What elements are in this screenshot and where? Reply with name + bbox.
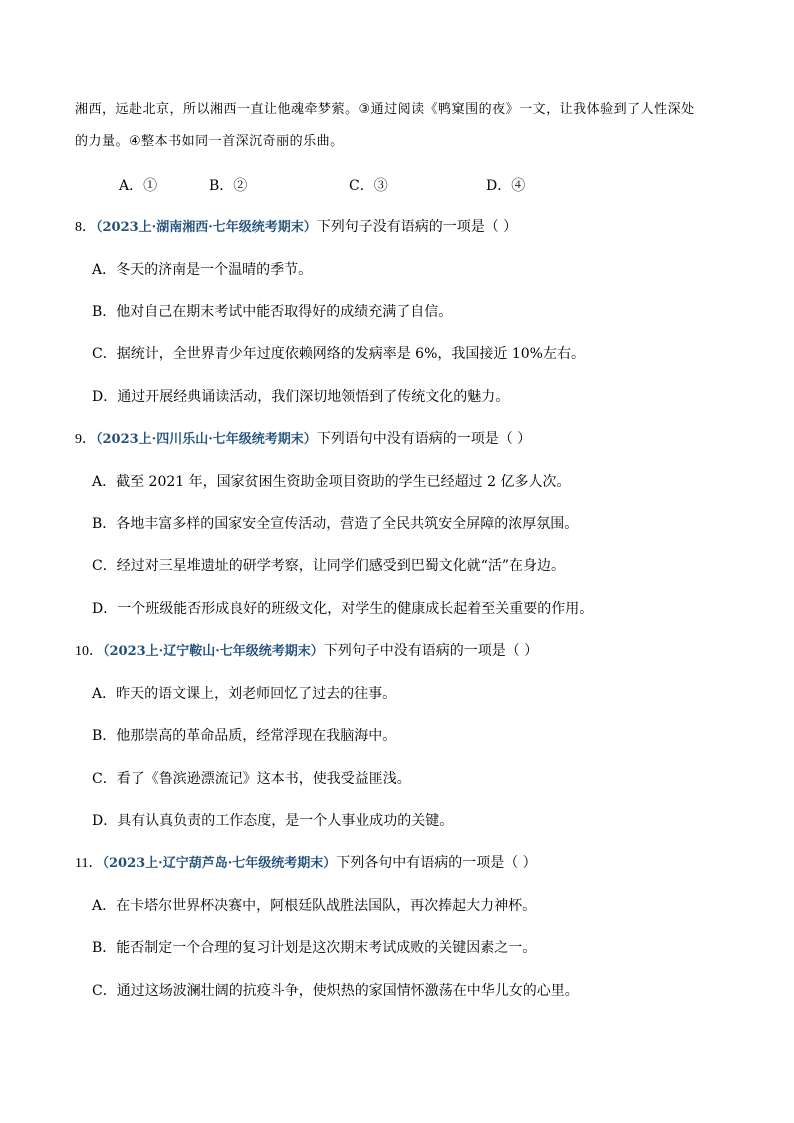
q8-option-b[interactable]: B．他对自己在期末考试中能否取得好的成绩充满了自信。 bbox=[92, 304, 453, 320]
question-number: 11． bbox=[75, 856, 103, 871]
q7-option-c[interactable]: C．③ bbox=[349, 178, 388, 194]
q10-option-d[interactable]: D．具有认真负责的工作态度，是一个人事业成功的关键。 bbox=[92, 813, 454, 829]
q9-option-a[interactable]: A．截至 2021 年，国家贫困生资助金项目资助的学生已经超过 2 亿多人次。 bbox=[92, 474, 571, 490]
q8-option-c[interactable]: C．据统计，全世界青少年过度依赖网络的发病率是 6%，我国接近 10%左右。 bbox=[92, 346, 585, 362]
q11-option-a[interactable]: A．在卡塔尔世界杯决赛中，阿根廷队战胜法国队，再次捧起大力神杯。 bbox=[92, 898, 537, 914]
q7-option-a[interactable]: A．① bbox=[119, 178, 158, 194]
question-9-header bbox=[75, 429, 794, 450]
question-stem: 下列各句中有语病的一项是（ ） bbox=[336, 855, 537, 871]
question-11-header bbox=[75, 853, 794, 874]
q8-option-d[interactable]: D．通过开展经典诵读活动，我们深切地领悟到了传统文化的魅力。 bbox=[92, 389, 510, 405]
question-8-header bbox=[75, 217, 794, 238]
question-source: （2023上·湖南湘西·七年级统考期末） bbox=[96, 220, 317, 235]
q8-option-a[interactable]: A．冬天的济南是一个温晴的季节。 bbox=[92, 262, 313, 278]
q10-option-b[interactable]: B．他那崇高的革命品质，经常浮现在我脑海中。 bbox=[92, 728, 397, 744]
q11-option-c[interactable]: C．通过这场波澜壮阔的抗疫斗争，使炽热的家国情怀激荡在中华儿女的心里。 bbox=[92, 983, 579, 999]
q7-option-b[interactable]: B．② bbox=[209, 178, 248, 194]
question-source: （2023上·四川乐山·七年级统考期末） bbox=[96, 432, 317, 447]
q7-option-d[interactable]: D．④ bbox=[486, 178, 526, 194]
question-source: （2023上·辽宁葫芦岛·七年级统考期末） bbox=[102, 856, 337, 871]
question-number: 8． bbox=[75, 220, 96, 235]
question-7-text-line-1: 湘西，远赴北京，所以湘西一直让他魂牵梦萦。③通过阅读《鸭窠围的夜》一文，让我体验到了人性深处 bbox=[75, 102, 695, 117]
question-source: （2023上·辽宁鞍山·七年级统考期末） bbox=[103, 644, 324, 659]
question-stem: 下列语句中没有语病的一项是（ ） bbox=[316, 431, 532, 447]
q10-option-a[interactable]: A．昨天的语文课上，刘老师回忆了过去的往事。 bbox=[92, 686, 397, 702]
question-number: 10． bbox=[75, 644, 103, 659]
question-number: 9． bbox=[75, 432, 96, 447]
q9-option-b[interactable]: B．各地丰富多样的国家安全宣传活动，营造了全民共筑安全屏障的浓厚氛围。 bbox=[92, 516, 579, 532]
question-stem: 下列句子中没有语病的一项是（ ） bbox=[323, 643, 539, 659]
question-7-text-line-2: 的力量。④整本书如同一首深沉奇丽的乐曲。 bbox=[75, 134, 344, 149]
q11-option-b[interactable]: B．能否制定一个合理的复习计划是这次期末考试成败的关键因素之一。 bbox=[92, 940, 537, 956]
q9-option-d[interactable]: D．一个班级能否形成良好的班级文化，对学生的健康成长起着至关重要的作用。 bbox=[92, 601, 594, 617]
q9-option-c[interactable]: C．经过对三星堆遗址的研学考察，让同学们感受到巴蜀文化就“活”在身边。 bbox=[92, 558, 566, 574]
question-stem: 下列句子没有语病的一项是（ ） bbox=[316, 219, 518, 235]
q10-option-c[interactable]: C．看了《鲁滨逊漂流记》这本书，使我受益匪浅。 bbox=[92, 771, 411, 787]
question-10-header bbox=[75, 641, 794, 662]
question-7-options bbox=[0, 175, 794, 195]
